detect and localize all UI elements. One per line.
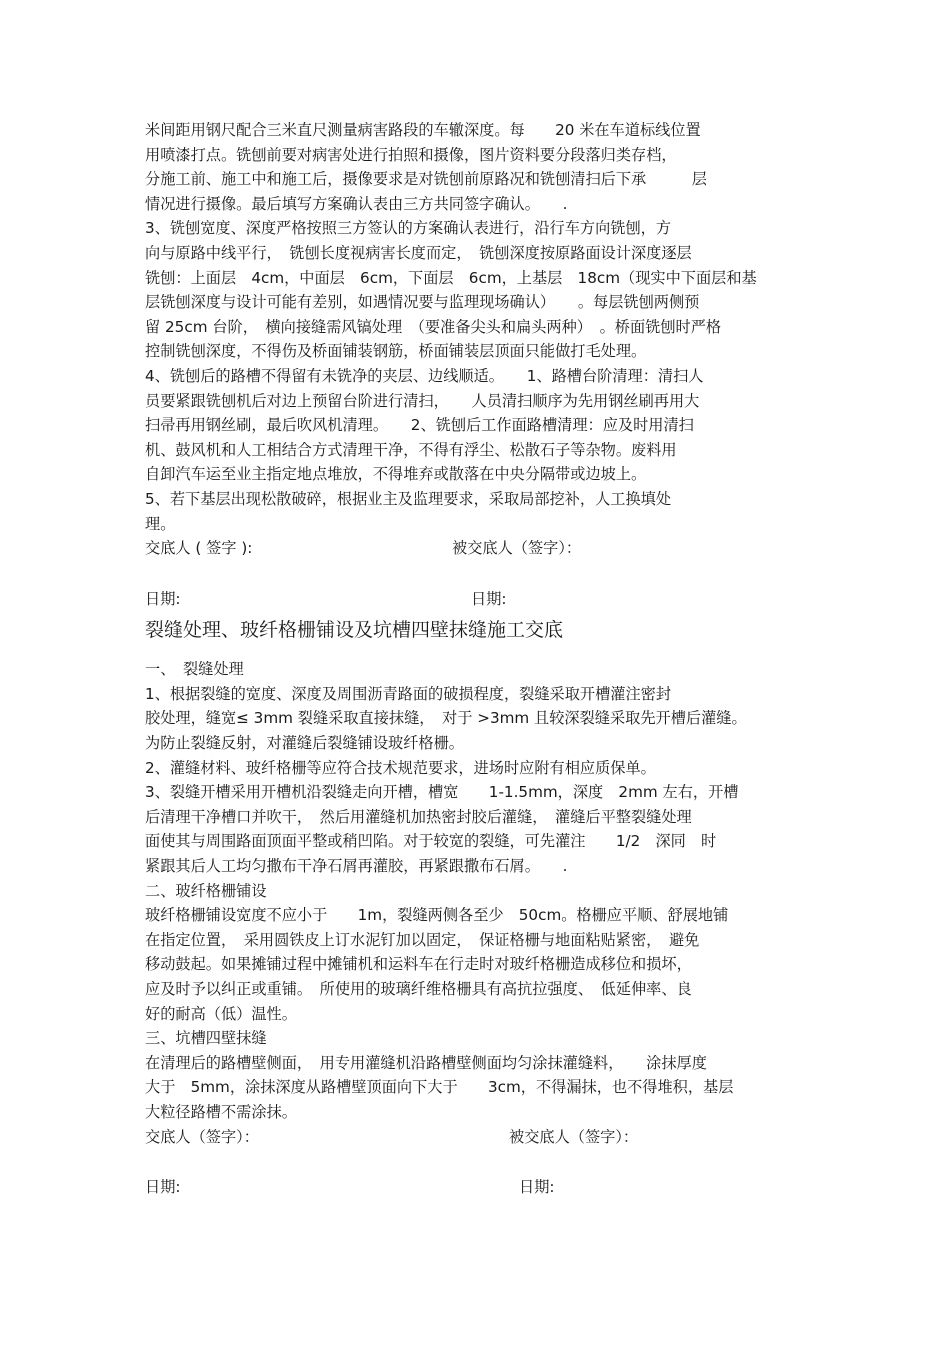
paragraph-line: 胶处理，缝宽≤ 3mm 裂缝采取直接抹缝， 对于 >3mm 且较深裂缝采取先开槽后灌缝。: [145, 709, 747, 728]
receiver-label: 被交底人（签字）：: [509, 1127, 639, 1146]
paragraph-line: 理。: [145, 514, 176, 533]
signer-label: 交底人 ( 签字 ):: [145, 539, 253, 558]
subsection-heading: 一、 裂缝处理: [145, 660, 244, 679]
paragraph-line: 4、铣刨后的路槽不得留有未铣净的夹层、边线顺适。 1、路槽台阶清理：清扫人: [145, 366, 704, 385]
date-label: 日期:: [145, 1178, 181, 1197]
subsection-heading: 二、玻纤格栅铺设: [145, 881, 267, 900]
paragraph-line: 3、铣刨宽度、深度严格按照三方签认的方案确认表进行，沿行车方向铣刨，方: [145, 219, 672, 238]
paragraph-line: 在指定位置， 采用圆铁皮上订水泥钉加以固定， 保证格栅与地面粘贴紧密， 避免: [145, 930, 700, 949]
date-label: 日期:: [519, 1178, 555, 1197]
paragraph-line: 大粒径路槽不需涂抹。: [145, 1102, 297, 1121]
section1-body: [145, 118, 810, 536]
document-page: [145, 118, 810, 1200]
paragraph-line: 大于 5mm，涂抹深度从路槽壁顶面向下大于 3cm，不得漏抹，也不得堆积，基层: [145, 1078, 734, 1097]
paragraph-line: 铣刨：上面层 4cm，中面层 6cm，下面层 6cm，上基层 18cm（现实中下面层和基: [145, 268, 757, 287]
paragraph-line: 用喷漆打点。铣刨前要对病害处进行拍照和摄像，图片资料要分段落归类存档，: [145, 145, 677, 164]
signature-row: [145, 536, 810, 561]
paragraph-line: 移动鼓起。如果摊铺过程中摊铺机和运料车在行走时对玻纤格栅造成移位和损坏，: [145, 955, 692, 974]
paragraph-line: 员要紧跟铣刨机后对边上预留台阶进行清扫， 人员清扫顺序为先用钢丝刷再用大: [145, 391, 700, 410]
paragraph-line: 2、灌缝材料、玻纤格栅等应符合技术规范要求，进场时应附有相应质保单。: [145, 758, 656, 777]
paragraph-line: 情况进行摄像。最后填写方案确认表由三方共同签字确认。 .: [145, 194, 568, 213]
paragraph-line: 好的耐高（低）温性。: [145, 1004, 297, 1023]
subsection-heading: 三、坑槽四壁抹缝: [145, 1029, 267, 1048]
paragraph-line: 面使其与周围路面顶面平整或稍凹陷。对于较宽的裂缝，可先灌注 1/2 深同 时: [145, 832, 717, 851]
paragraph-line: 在清理后的路槽壁侧面， 用专用灌缝机沿路槽壁侧面均匀涂抹灌缝料， 涂抹厚度: [145, 1053, 707, 1072]
date-label: 日期:: [145, 589, 181, 608]
paragraph-line: 5、若下基层出现松散破碎，根据业主及监理要求，采取局部挖补，人工换填处: [145, 489, 672, 508]
paragraph-line: 后清理干净槽口并吹干， 然后用灌缝机加热密封胶后灌缝， 灌缝后平整裂缝处理: [145, 807, 692, 826]
paragraph-line: 应及时予以纠正或重铺。 所使用的玻璃纤维格栅具有高抗拉强度、 低延伸率、良: [145, 980, 692, 998]
paragraph-line: 层铣刨深度与设计可能有差别，如遇情况要与监理现场确认） 。每层铣刨两侧预: [145, 293, 700, 312]
paragraph-line: 3、裂缝开槽采用开槽机沿裂缝走向开槽，槽宽 1-1.5mm，深度 2mm 左右，开槽: [145, 783, 739, 802]
paragraph-line: 1、根据裂缝的宽度、深度及周围沥青路面的破损程度，裂缝采取开槽灌注密封: [145, 684, 672, 703]
signer-label: 交底人（签字）：: [145, 1127, 259, 1146]
paragraph-line: 向与原路中线平行， 铣刨长度视病害长度而定， 铣刨深度按原路面设计深度逐层: [145, 243, 692, 262]
section2-body: [145, 657, 810, 1124]
date-label: 日期:: [471, 589, 507, 608]
signature-row: [145, 1125, 810, 1150]
paragraph-line: 留 25cm 台阶， 横向接缝需风镐处理 （要准备尖头和扁头两种） 。桥面铣刨时严格: [145, 317, 722, 336]
date-row: [145, 1175, 810, 1200]
paragraph-line: 玻纤格栅铺设宽度不应小于 1m，裂缝两侧各至少 50cm。格栅应平顺、舒展地铺: [145, 906, 729, 925]
paragraph-line: 机、鼓风机和人工相结合方式清理干净，不得有浮尘、松散石子等杂物。废料用: [145, 440, 677, 459]
section-title: 裂缝处理、玻纤格栅铺设及坑槽四壁抹缝施工交底: [145, 619, 564, 642]
paragraph-line: 扫帚再用钢丝刷，最后吹风机清理。 2、铣刨后工作面路槽清理：应及时用清扫: [145, 416, 694, 435]
paragraph-line: 自卸汽车运至业主指定地点堆放，不得堆弃或散落在中央分隔带或边坡上。: [145, 465, 647, 484]
paragraph-line: 紧跟其后人工均匀撒布干净石屑再灌胶，再紧跟撒布石屑。 .: [145, 857, 568, 876]
paragraph-line: 分施工前、施工中和施工后，摄像要求是对铣刨前原路况和铣刨清扫后下承 层: [145, 170, 707, 189]
paragraph-line: 米间距用钢尺配合三米直尺测量病害路段的车辙深度。每 20 米在车道标线位置: [145, 121, 701, 139]
receiver-label: 被交底人（签字）：: [452, 539, 582, 558]
paragraph-line: 为防止裂缝反射，对灌缝后裂缝铺设玻纤格栅。: [145, 734, 464, 753]
date-row: [145, 587, 810, 612]
paragraph-line: 控制铣刨深度，不得伤及桥面铺装钢筋，桥面铺装层顶面只能做打毛处理。: [145, 342, 647, 361]
